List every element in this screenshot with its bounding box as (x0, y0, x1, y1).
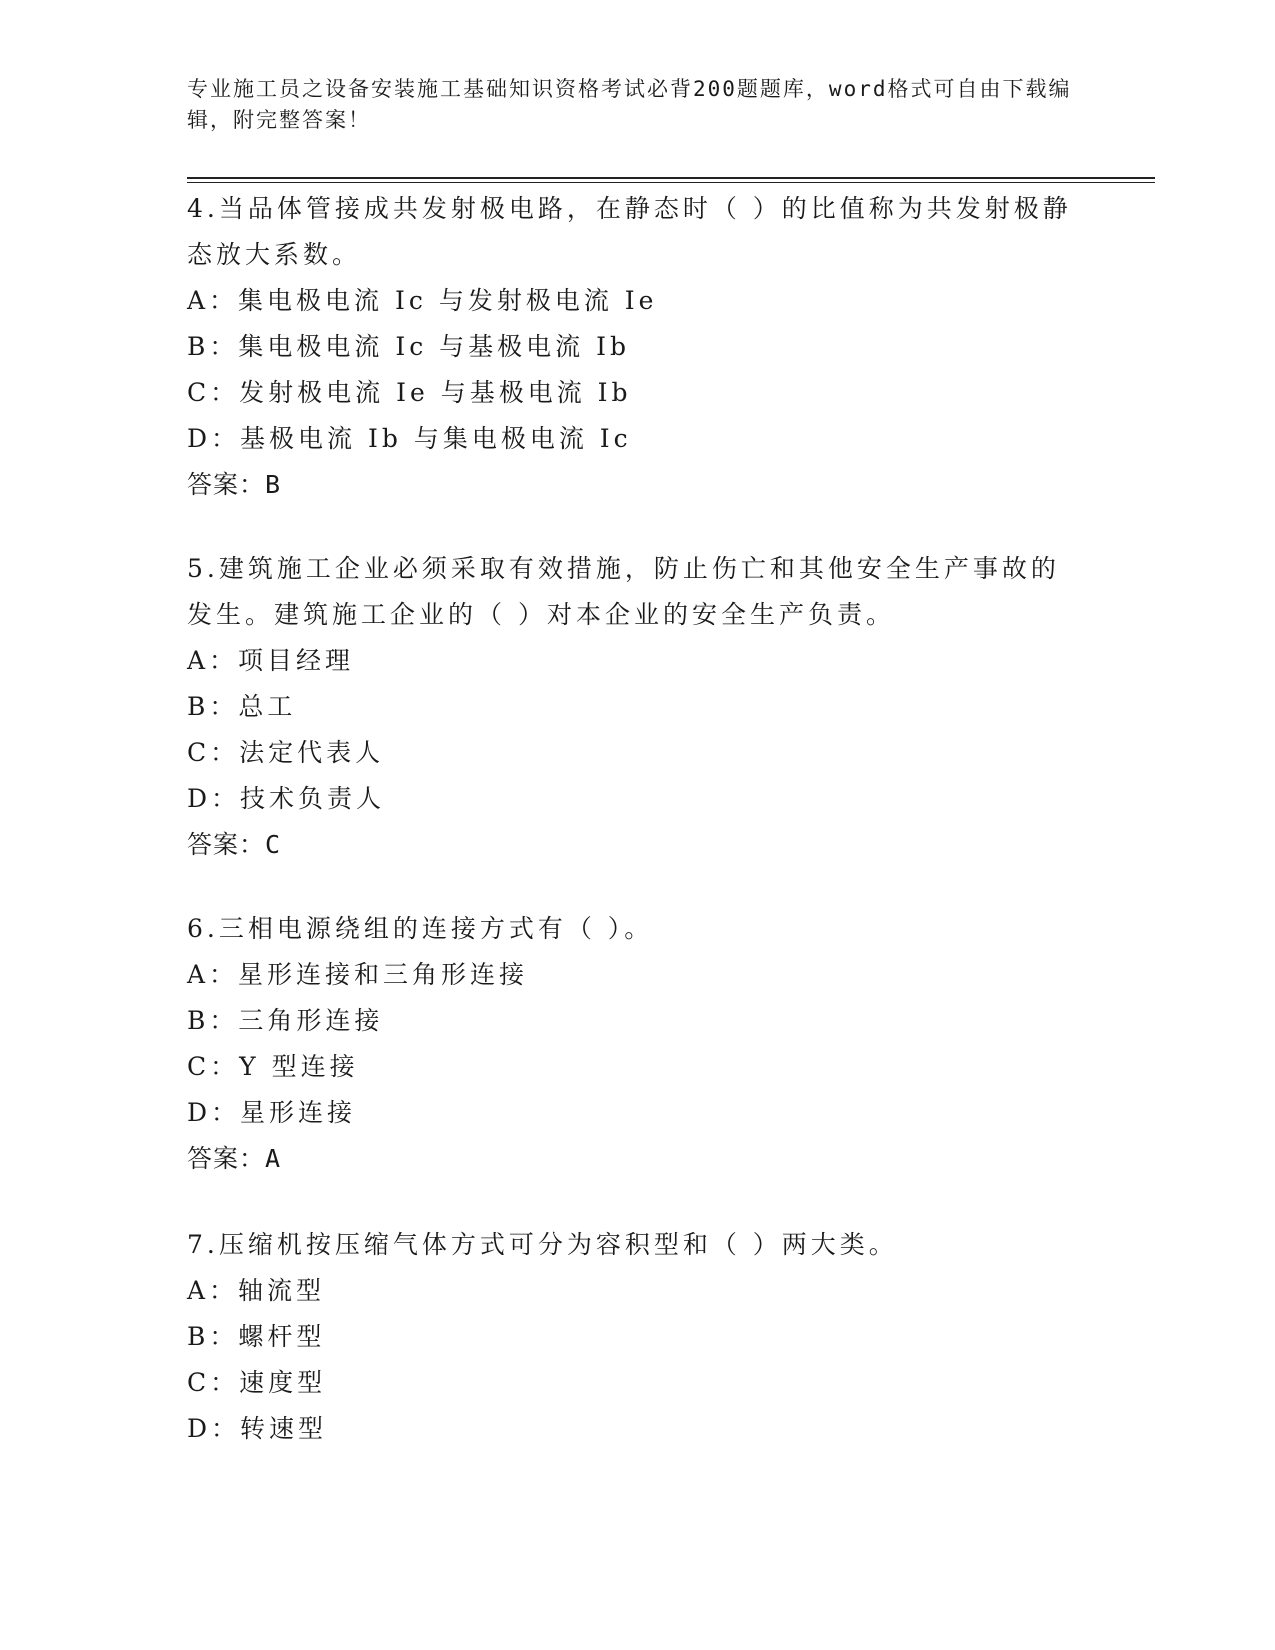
option-a: A：星形连接和三角形连接 (187, 960, 529, 989)
option-d: D：基极电流 Ib 与集电极电流 Ic (187, 424, 632, 453)
question-stem: 5.建筑施工企业必须采取有效措施，防止伤亡和其他安全生产事故的发生。建筑施工企业的（ ）对本企业的安全生产负责。 (187, 554, 1060, 629)
question-5 (187, 546, 1087, 868)
option-b: B：集电极电流 Ic 与基极电流 Ib (187, 332, 630, 361)
question-stem: 6.三相电源绕组的连接方式有（ ）。 (187, 914, 654, 943)
option-c: C：速度型 (187, 1368, 327, 1397)
option-d: D：转速型 (187, 1414, 328, 1443)
question-stem: 4.当品体管接成共发射极电路，在静态时（ ）的比值称为共发射极静态放大系数。 (187, 194, 1072, 269)
option-a: A：轴流型 (187, 1276, 326, 1305)
option-b: B：三角形连接 (187, 1006, 384, 1035)
option-c: C：法定代表人 (187, 738, 385, 767)
answer-label: 答案：A (187, 1144, 282, 1173)
option-c: C：发射极电流 Ie 与基极电流 Ib (187, 378, 632, 407)
option-a: A：集电极电流 Ic 与发射极电流 Ie (187, 286, 658, 315)
option-c: C：Y 型连接 (187, 1052, 359, 1081)
question-4 (187, 186, 1087, 508)
option-d: D：技术负责人 (187, 784, 386, 813)
option-d: D：星形连接 (187, 1098, 357, 1127)
answer-label: 答案：B (187, 470, 282, 499)
option-b: B：总工 (187, 692, 297, 721)
answer-label: 答案：C (187, 830, 282, 859)
question-stem: 7.压缩机按压缩气体方式可分为容积型和（ ）两大类。 (187, 1230, 898, 1259)
option-a: A：项目经理 (187, 646, 355, 675)
question-6 (187, 906, 1087, 1182)
header-divider-thin (187, 182, 1155, 183)
document-header: 专业施工员之设备安装施工基础知识资格考试必背200题题库，word格式可自由下载编辑，附完整答案！ (187, 77, 1072, 132)
question-7 (187, 1222, 1087, 1452)
option-b: B：螺杆型 (187, 1322, 326, 1351)
header-divider-thick (187, 177, 1155, 179)
